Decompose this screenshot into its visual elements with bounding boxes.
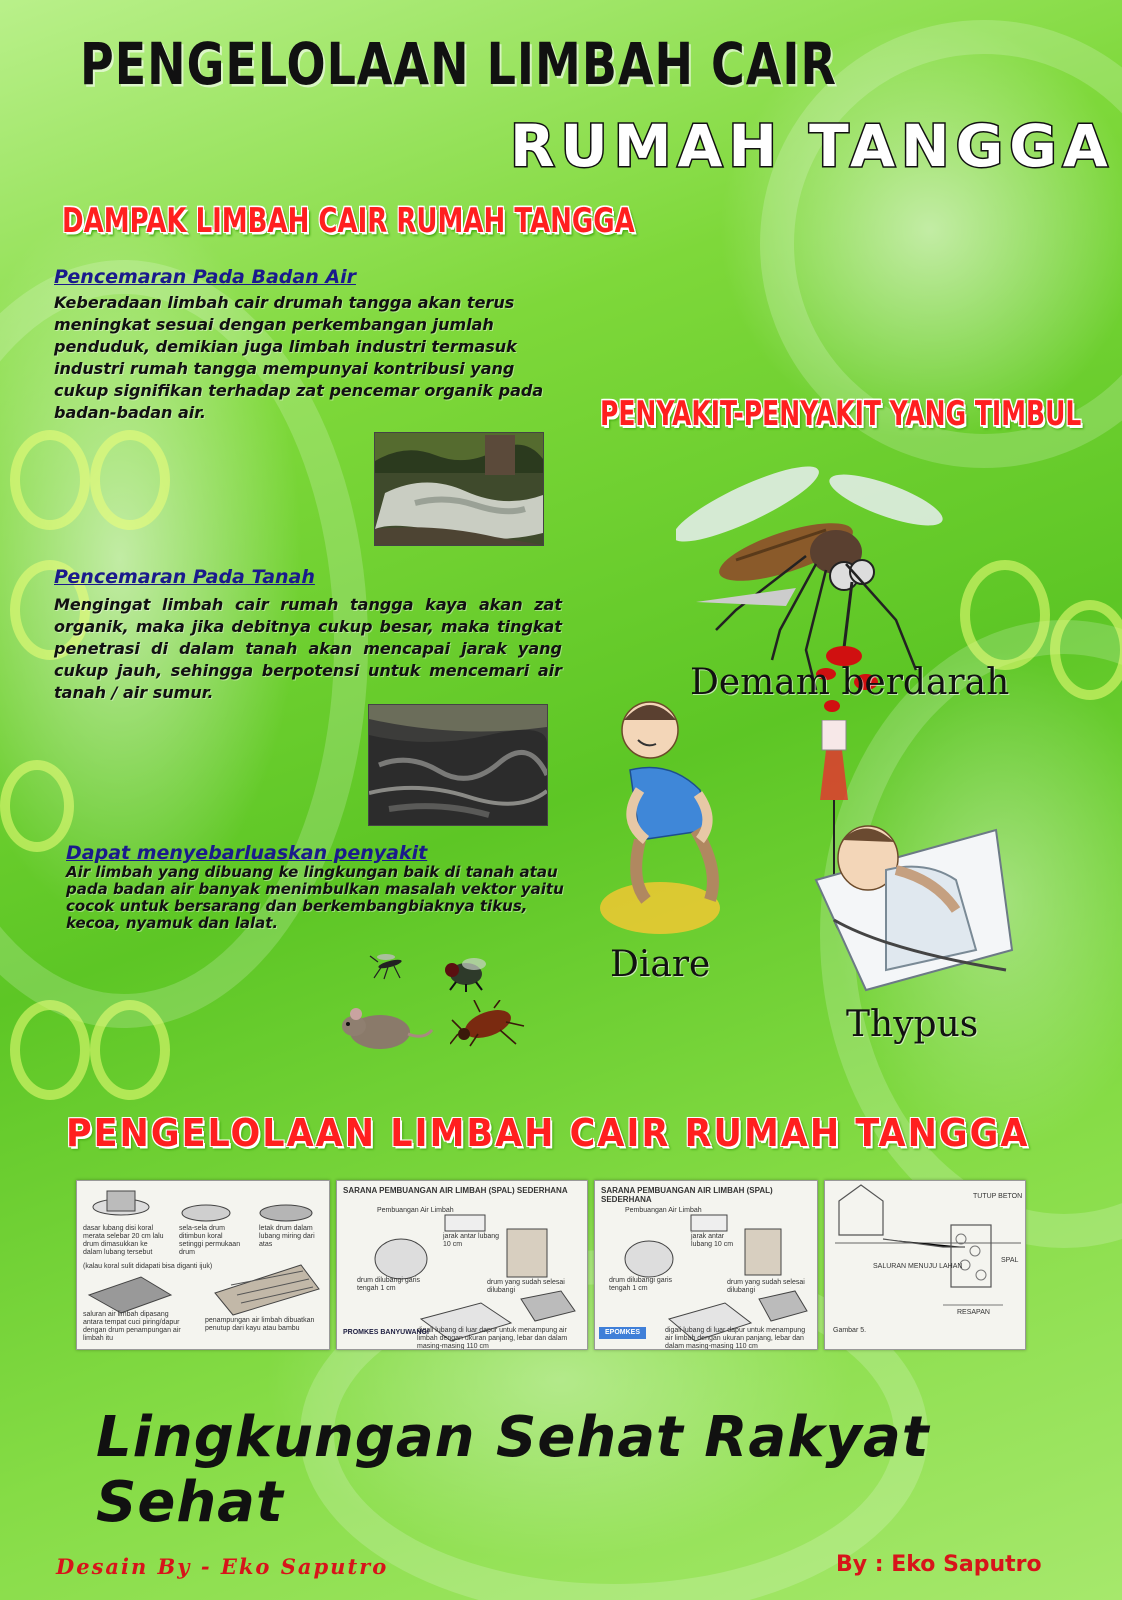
section-text-badan-air: Keberadaan limbah cair drumah tangga akan terus meningkat sesuai dengan perkembangan jumlah penduduk, demikian juga limbah industri termasuk industri rumah tangga mempunyai kontribusi yang cukup signifikan terhadap zat pencemar organik pada badan-badan air. xyxy=(54,293,544,422)
credit-design: Desain By - Eko Saputro xyxy=(56,1554,389,1579)
rat-icon xyxy=(340,1000,434,1056)
cockroach-icon xyxy=(450,1000,526,1048)
panel-drum-steps xyxy=(76,1180,330,1350)
panel-spal-sederhana xyxy=(336,1180,588,1350)
panel3-note: drum yang sudah selesai dilubangi xyxy=(727,1279,805,1294)
ring-decoration xyxy=(960,560,1050,670)
section-title-tanah: Pencemaran Pada Tanah xyxy=(54,566,315,588)
ring-decoration xyxy=(10,430,90,530)
section-text-penyakit: Air limbah yang dibuang ke lingkungan baik di tanah atau pada badan air banyak menimbulkan masalah vektor yaitu cocok untuk bersarang dan berkembangbiaknya tikus, kecoa, nyamuk dan lalat. xyxy=(66,863,564,932)
child-diarrhea-illustration xyxy=(600,690,740,940)
panel4-note: SPAL xyxy=(1001,1257,1019,1264)
panel4-note: SALURAN MENUJU LAHAN xyxy=(873,1263,963,1270)
panel3-note: jarak antar lubang 10 cm xyxy=(691,1233,734,1248)
disease-label-diare: Diare xyxy=(610,944,711,985)
panel1-note: sela-sela drum ditimbun koral setinggi permukaan drum xyxy=(179,1225,241,1256)
penyakit-heading: PENYAKIT-PENYAKIT YANG TIMBUL xyxy=(600,394,1082,434)
panel1-note: saluran air limbah dipasang antara tempat cuci piring/dapur dengan drum penampungan air limbah itu xyxy=(83,1311,181,1342)
ring-decoration xyxy=(1050,600,1122,700)
panel2-note: digali lubang di luar dapur untuk menampung air limbah dengan ukuran panjang, lebar dan dalam masing-masing 110 cm xyxy=(417,1327,568,1350)
panel3-note: drum dilubangi garis tengah 1 cm xyxy=(609,1277,673,1292)
panel1-note: letak drum dalam lubang miring dari atas xyxy=(259,1225,315,1248)
panel4-note: Gambar 5. xyxy=(833,1327,867,1334)
disease-label-demam-berdarah: Demam berdarah xyxy=(690,662,1010,703)
section-title-penyakit: Dapat menyebarluaskan penyakit xyxy=(66,842,428,864)
panel3-badge: EPOMKES xyxy=(599,1327,646,1339)
panel1-note: dasar lubang disi koral merata selebar 20 cm lalu drum dimasukkan ke dalam lubang tersebut xyxy=(83,1225,164,1256)
panel2-note: Pembuangan Air Limbah xyxy=(377,1207,454,1214)
panel2-badge: PROMKES BANYUWANGI xyxy=(343,1329,429,1336)
poster-title: PENGELOLAAN LIMBAH CAIR xyxy=(80,30,837,98)
panel-spal-cross-section xyxy=(824,1180,1026,1350)
mosquito-small-icon xyxy=(368,948,412,980)
panel4-note: TUTUP BETON xyxy=(973,1193,1023,1200)
polluted-water-photo xyxy=(374,432,544,546)
panel1-note: penampungan air limbah dibuatkan penutup dari kayu atau bambu xyxy=(205,1317,315,1332)
panel-spal-sederhana-copy xyxy=(594,1180,818,1350)
section-title-badan-air: Pencemaran Pada Badan Air xyxy=(54,266,356,288)
disease-label-thypus: Thypus xyxy=(846,1004,979,1045)
credit-author: By : Eko Saputro xyxy=(836,1552,1042,1577)
panel2-note: drum dilubangi garis tengah 1 cm xyxy=(357,1277,421,1292)
ring-decoration xyxy=(0,760,74,852)
panel1-note: (kalau koral sulit didapati bisa diganti ijuk) xyxy=(83,1263,213,1270)
panel2-note: jarak antar lubang 10 cm xyxy=(443,1233,500,1248)
panel2-note: drum yang sudah selesai dilubangi xyxy=(487,1279,565,1294)
panel3-note: Pembuangan Air Limbah xyxy=(625,1207,702,1214)
spal-sketch xyxy=(341,1199,583,1345)
panel3-title: SARANA PEMBUANGAN AIR LIMBAH (SPAL) SEDERHANA xyxy=(601,1186,773,1204)
ring-decoration xyxy=(90,1000,170,1100)
pengelolaan-heading: PENGELOLAAN LIMBAH CAIR RUMAH TANGGA xyxy=(66,1112,1030,1156)
section-text-tanah: Mengingat limbah cair rumah tangga kaya akan zat organik, maka jika debitnya cukup besar, maka tingkat penetrasi di dalam tanah akan mencapai jarak yang cukup jauh, sehingga berpotensi untuk mencemari air tanah / air sumur. xyxy=(54,595,562,702)
fly-icon xyxy=(436,952,498,992)
panel2-title: SARANA PEMBUANGAN AIR LIMBAH (SPAL) SEDERHANA xyxy=(343,1186,568,1195)
slogan: Lingkungan Sehat Rakyat Sehat xyxy=(96,1405,930,1535)
panel3-note: digali lubang di luar dapur untuk menampung air limbah dengan ukuran panjang, lebar dan dalam masing-masing 110 cm xyxy=(665,1327,806,1350)
spal-sketch-copy xyxy=(599,1199,813,1345)
ring-decoration xyxy=(10,1000,90,1100)
polluted-soil-photo xyxy=(368,704,548,826)
poster-subtitle: RUMAH TANGGA xyxy=(510,112,1114,180)
ring-decoration xyxy=(90,430,170,530)
panel4-note: RESAPAN xyxy=(957,1309,990,1316)
typhus-patient-illustration xyxy=(806,720,1036,1010)
dampak-heading: DAMPAK LIMBAH CAIR RUMAH TANGGA xyxy=(62,202,635,241)
